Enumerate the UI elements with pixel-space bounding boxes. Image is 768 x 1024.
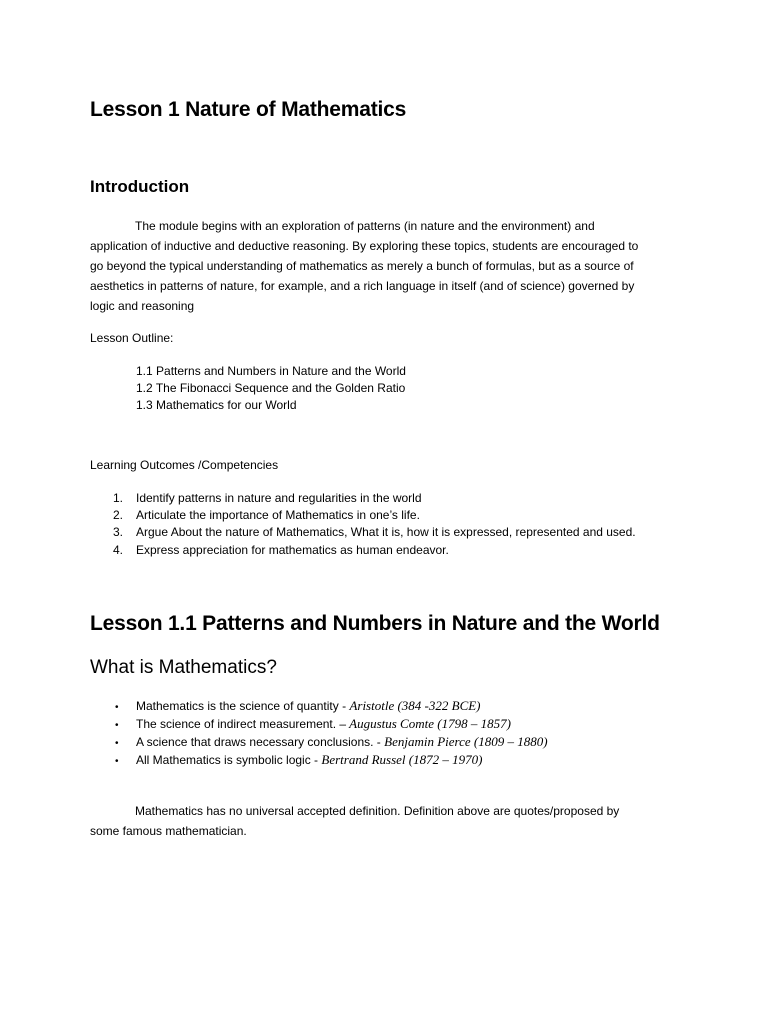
outcome-text: Articulate the importance of Mathematics in one’s life. bbox=[136, 508, 420, 522]
outline-item bbox=[136, 398, 297, 412]
outline-text: Patterns and Numbers in Nature and the World bbox=[156, 364, 406, 378]
closing-paragraph bbox=[90, 801, 680, 841]
definition-text: A science that draws necessary conclusions. - bbox=[136, 735, 385, 749]
definition-text: The science of indirect measurement. – bbox=[136, 717, 347, 731]
lesson-title: Lesson 1 Nature of Mathematics bbox=[90, 98, 407, 121]
definition-attribution: Aristotle (384 -322 BCE) bbox=[349, 698, 481, 713]
definition-bullet bbox=[115, 716, 511, 732]
outcome-text: Express appreciation for mathematics as human endeavor. bbox=[136, 543, 449, 557]
bullet-dot: • bbox=[115, 720, 119, 731]
outcome-number: 3. bbox=[113, 525, 124, 539]
definition-attribution: Augustus Comte (1798 – 1857) bbox=[346, 716, 511, 731]
definition-bullet bbox=[115, 752, 482, 768]
outcome-item bbox=[113, 491, 422, 505]
intro-line: go beyond the typical understanding of mathematics as merely a bunch of formulas, but as a source of bbox=[90, 259, 634, 273]
outcome-number: 2. bbox=[113, 508, 124, 522]
what-is-mathematics-heading: What is Mathematics? bbox=[90, 657, 277, 678]
definition-bullet bbox=[115, 698, 481, 714]
intro-line: application of inductive and deductive reasoning. By exploring these topics, students are encouraged to bbox=[90, 239, 639, 253]
outcome-item bbox=[113, 525, 636, 539]
definition-bullet bbox=[115, 734, 548, 750]
bullet-dot: • bbox=[115, 756, 119, 767]
definition-text: All Mathematics is symbolic logic - bbox=[136, 753, 322, 767]
closing-line: some famous mathematician. bbox=[90, 824, 247, 838]
definition-attribution: Benjamin Pierce (1809 – 1880) bbox=[384, 734, 548, 749]
outline-text: The Fibonacci Sequence and the Golden Ratio bbox=[155, 381, 406, 395]
outcome-number: 4. bbox=[113, 543, 124, 557]
outline-item bbox=[136, 381, 405, 395]
outline-number: 1.1 bbox=[136, 364, 153, 378]
outcome-text: Argue About the nature of Mathematics, What it is, how it is expressed, represented and used. bbox=[136, 525, 636, 539]
outcome-number: 1. bbox=[113, 491, 124, 505]
learning-outcomes-label: Learning Outcomes /Competencies bbox=[90, 458, 279, 472]
outline-number: 1.2 bbox=[136, 381, 153, 395]
lesson-outline-label: Lesson Outline: bbox=[90, 331, 174, 345]
outcome-item bbox=[113, 508, 420, 522]
outline-item bbox=[136, 364, 406, 378]
introduction-paragraph bbox=[90, 216, 680, 316]
definition-text: Mathematics is the science of quantity - bbox=[136, 699, 350, 713]
intro-line: logic and reasoning bbox=[90, 299, 195, 313]
bullet-dot: • bbox=[115, 738, 119, 749]
closing-line: Mathematics has no universal accepted definition. Definition above are quotes/proposed by bbox=[135, 804, 620, 818]
outline-text: Mathematics for our World bbox=[156, 398, 297, 412]
intro-line: aesthetics in patterns of nature, for example, and a rich language in itself (and of science) governed by bbox=[90, 279, 635, 293]
outcome-item bbox=[113, 543, 449, 557]
outline-number: 1.3 bbox=[136, 398, 153, 412]
outcome-text: Identify patterns in nature and regularities in the world bbox=[136, 491, 422, 505]
lesson-1-1-title: Lesson 1.1 Patterns and Numbers in Nature and the World bbox=[90, 612, 660, 635]
definition-attribution: Bertrand Russel (1872 – 1970) bbox=[321, 752, 483, 767]
introduction-heading: Introduction bbox=[90, 177, 190, 196]
bullet-dot: • bbox=[115, 702, 119, 713]
intro-line: The module begins with an exploration of patterns (in nature and the environment) and bbox=[135, 219, 595, 233]
